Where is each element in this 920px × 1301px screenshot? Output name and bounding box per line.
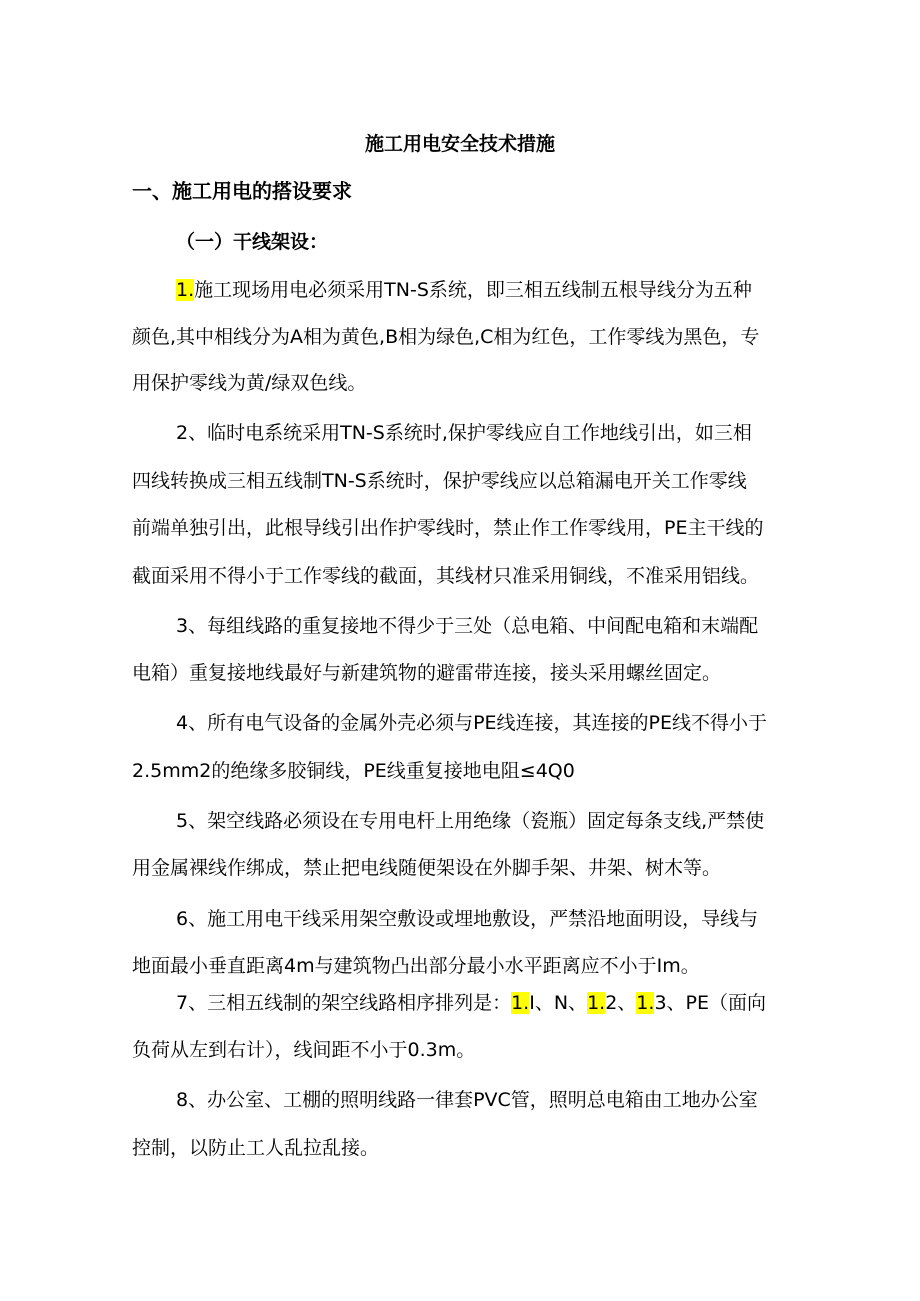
paragraph-line <box>176 988 766 1018</box>
line-text: 7、三相五线制的架空线路相序排列是： <box>176 992 512 1014</box>
highlighted-text: 1. <box>176 279 195 301</box>
line-text: 2、 <box>605 992 637 1014</box>
highlighted-text: 1. <box>636 992 655 1014</box>
subsection-heading: （一）干线架设： <box>176 231 329 253</box>
highlighted-text: 1. <box>511 992 530 1014</box>
paragraph-line: 电箱）重复接地线最好与新建筑物的避雷带连接，接头采用螺丝固定。 <box>132 662 722 684</box>
paragraph-line: 前端单独引出，此根导线引出作护零线时，禁止作工作零线用，PE主干线的 <box>132 517 764 539</box>
paragraph-line: 2、临时电系统采用TN-S系统时,保护零线应自工作地线引出，如三相 <box>176 422 752 444</box>
paragraph-line: 2.5mm2的绝缘多胶铜线，PE线重复接地电阻≤4Q0 <box>132 760 575 782</box>
paragraph-line: 颜色,其中相线分为A相为黄色,B相为绿色,C相为红色，工作零线为黑色，专 <box>132 326 760 348</box>
line-text: I、N、 <box>529 992 588 1014</box>
paragraph-line: 控制，以防止工人乱拉乱接。 <box>132 1137 380 1159</box>
paragraph-line: 3、每组线路的重复接地不得少于三处（总电箱、中间配电箱和末端配 <box>176 615 759 637</box>
paragraph-line: 截面采用不得小于工作零线的截面，其线材只准采用铜线，不准采用铝线。 <box>132 565 760 587</box>
paragraph-line: 6、施工用电干线采用架空敷设或埋地敷设，严禁沿地面明设，导线与 <box>176 908 759 930</box>
document-title: 施工用电安全技术措施 <box>364 133 555 155</box>
paragraph-line: 4、所有电气设备的金属外壳必须与PE线连接，其连接的PE线不得小于 <box>176 712 768 734</box>
line-text: 3、PE（面向 <box>654 992 766 1014</box>
paragraph-line: 用金属裸线作绑成，禁止把电线随便架设在外脚手架、井架、树木等。 <box>132 857 722 879</box>
section-heading: 一、施工用电的搭设要求 <box>132 179 352 203</box>
paragraph-line: 负荷从左到右计），线间距不小于0.3m。 <box>132 1039 476 1061</box>
paragraph-line: 用保护零线为黄/绿双色线。 <box>132 372 367 394</box>
paragraph-line: 5、架空线路必须设在专用电杆上用绝缘（瓷瓶）固定每条支线,严禁使 <box>176 810 765 832</box>
line-text: 施工现场用电必须采用TN-S系统，即三相五线制五根导线分为五种 <box>194 279 752 301</box>
highlighted-text: 1. <box>587 992 606 1014</box>
paragraph-line: 8、办公室、工棚的照明线路一律套PVC管，照明总电箱由工地办公室 <box>176 1089 758 1111</box>
paragraph-line: 地面最小垂直距离4m与建筑物凸出部分最小水平距离应不小于Im。 <box>132 955 700 977</box>
paragraph-line <box>176 275 752 305</box>
paragraph-line: 四线转换成三相五线制TN-S系统时，保护零线应以总箱漏电开关工作零线 <box>132 470 747 492</box>
